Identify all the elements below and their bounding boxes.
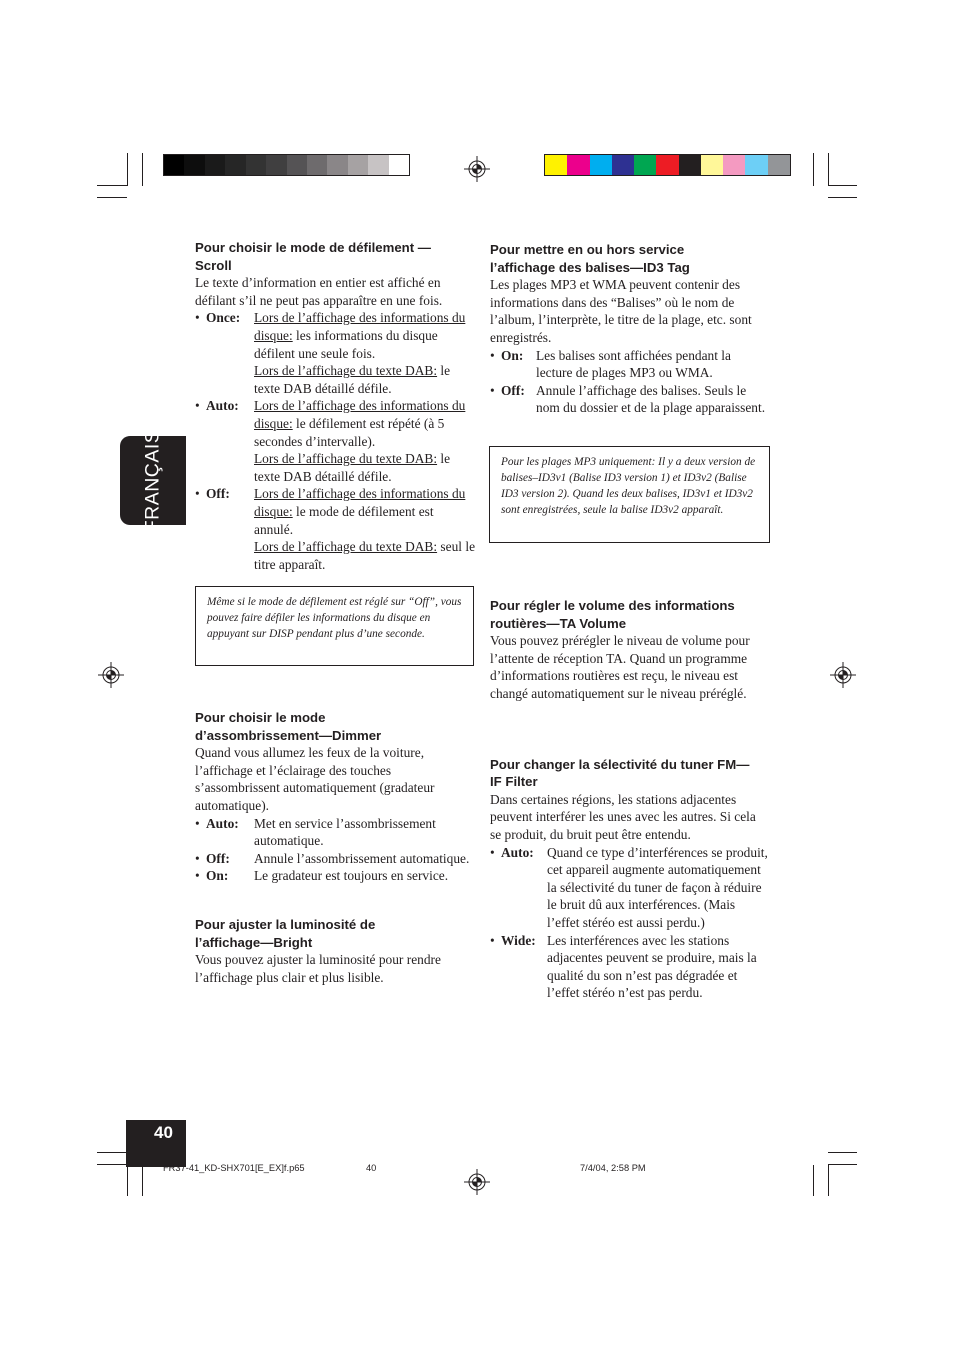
dab-display-label: Lors de l’affichage du texte DAB: — [254, 363, 438, 379]
option-label: Off — [501, 382, 521, 398]
left-column — [195, 239, 475, 573]
dimmer-section — [195, 709, 475, 885]
color-swatch — [679, 155, 701, 175]
bullet-icon: • — [490, 844, 495, 860]
dimmer-intro: Quand vous allumez les feux de la voiture, l’affichage et l’éclairage des touches s’assombrissent automatiquement (gradateur automatique). — [195, 745, 435, 813]
if-filter-intro: Dans certaines régions, les stations adjacentes peuvent interférer les unes avec les autres. Si cela se produit, du bruit peut être entendu. — [490, 791, 756, 842]
option-label: On — [501, 347, 519, 363]
id3-section — [490, 241, 770, 417]
bullet-icon: • — [195, 815, 200, 831]
bullet-icon: • — [490, 932, 495, 948]
bright-heading: Pour ajuster la luminosité de l’affichage—Bright — [195, 916, 376, 950]
if-filter-heading: Pour changer la sélectivité du tuner FM—IF Filter — [490, 756, 750, 790]
dimmer-option-off: • Off: Annule l’assombrissement automatique. — [195, 850, 475, 868]
option-text: Annule l’affichage des balises. Seuls le nom du dossier et de la plage apparaissent. — [536, 382, 766, 416]
if-filter-section — [490, 756, 770, 1002]
color-swatch — [768, 155, 790, 175]
ta-volume-section — [490, 597, 770, 703]
color-swatch — [266, 155, 286, 175]
disc-display-label: Lors de l’affichage des informations du disque: — [254, 398, 466, 431]
bullet-icon: • — [195, 398, 200, 414]
process-color-bar — [544, 154, 791, 176]
option-text: Annule l’assombrissement automatique. — [254, 850, 470, 866]
color-swatch — [389, 155, 409, 175]
option-text: Les balises sont affichées pendant la lecture de plages MP3 ou WMA. — [536, 347, 731, 381]
language-side-tab — [120, 429, 186, 532]
color-swatch — [634, 155, 656, 175]
registration-mark-icon — [464, 1169, 490, 1195]
scroll-option-off: • Off: Lors de l’affichage des informations du disque: le mode de défilement est annulé. Lors de l’affichage du texte DAB: seul le titre apparaît. — [195, 486, 476, 572]
footer-file-name: FR37-41_KD-SHX701[E_EX]f.p65 — [163, 1163, 305, 1173]
bullet-icon: • — [195, 310, 200, 326]
if-filter-option-wide: • Wide: Les interférences avec les stations adjacentes peuvent se produire, mais la qualité du son n’est pas dégradée et l’effet stéréo n’est pas perdu. — [490, 932, 770, 1002]
color-swatch — [164, 155, 184, 175]
color-swatch — [590, 155, 612, 175]
bullet-icon: • — [195, 486, 200, 502]
scroll-heading: Pour choisir le mode de défilement —Scroll — [195, 240, 431, 273]
color-swatch — [701, 155, 723, 175]
option-label: Off — [206, 486, 226, 502]
color-swatch — [307, 155, 327, 175]
id3-option-on: • On: Les balises sont affichées pendant la lecture de plages MP3 ou WMA. — [490, 347, 770, 382]
id3-note-box: Pour les plages MP3 uniquement: Il y a deux version de balises–ID3v1 (Balise ID3 version 1) et ID3v2 (Balise ID3 version 2). Quand les deux balises, ID3v1 et ID3v2 sont enregistrées, seule la balise ID3v2 apparaît. — [489, 446, 770, 543]
id3-intro: Les plages MP3 et WMA peuvent contenir des informations dans des “Balises” où le nom de l’album, l’interprète, le titre de la plage, etc. sont enregistrés. — [490, 277, 752, 345]
bullet-icon: • — [490, 347, 495, 363]
color-swatch — [246, 155, 266, 175]
right-column — [490, 241, 770, 417]
bullet-icon: • — [195, 868, 200, 884]
registration-mark-icon — [830, 662, 856, 688]
color-swatch — [205, 155, 225, 175]
grayscale-color-bar — [163, 154, 410, 176]
dab-display-text: le texte DAB détaillé défile. — [254, 451, 451, 484]
color-swatch — [225, 155, 245, 175]
bright-section — [195, 916, 475, 986]
color-swatch — [567, 155, 589, 175]
page-number: 40 — [126, 1120, 186, 1167]
scroll-note-box: Même si le mode de défilement est réglé sur “Off”, vous pouvez faire défiler les informations du disque en appuyant sur DISP pendant plus d’une seconde. — [195, 586, 474, 666]
option-label: Auto — [206, 815, 235, 831]
id3-option-off: • Off: Annule l’affichage des balises. Seuls le nom du dossier et de la plage apparaissent. — [490, 382, 770, 417]
bullet-icon: • — [195, 850, 200, 866]
color-swatch — [348, 155, 368, 175]
footer-date: 7/4/04, 2:58 PM — [580, 1163, 646, 1173]
option-label: Once — [206, 310, 236, 326]
dimmer-option-on: • On: Le gradateur est toujours en service. — [195, 867, 475, 885]
dab-display-label: Lors de l’affichage du texte DAB: — [254, 539, 438, 555]
dab-display-label: Lors de l’affichage du texte DAB: — [254, 451, 438, 467]
option-label: On — [206, 868, 224, 884]
dab-display-text: seul le titre apparaît. — [254, 539, 476, 572]
scroll-option-auto: • Auto: Lors de l’affichage des informations du disque: le défilement est répété (à 5 secondes d’intervalle). Lors de l’affichage du texte DAB: le texte DAB détaillé défile. — [195, 398, 466, 484]
color-swatch — [656, 155, 678, 175]
option-label: Auto — [206, 398, 235, 414]
disc-display-text: le défilement est répété (à 5 secondes d’intervalle). — [254, 415, 445, 449]
option-text: Les interférences avec les stations adjacentes peuvent se produire, mais la qualité du son n’est pas dégradée et l’effet stéréo n’est pas perdu. — [547, 932, 757, 1001]
registration-mark-icon — [464, 156, 490, 182]
if-filter-option-auto: • Auto: Quand ce type d’interférences se produit, cet appareil augmente automatiquement la sélectivité du tuner de façon à réduire le bruit dû aux interférences. (Mais l’effet stéréo est aussi perdu.) — [490, 844, 770, 932]
color-swatch — [184, 155, 204, 175]
left-column-lower — [195, 709, 475, 986]
language-label: FRANÇAIS — [141, 429, 164, 532]
scroll-intro: Le texte d’information en entier est affiché en défilant s’il ne peut pas apparaître en une fois. — [195, 275, 443, 308]
scroll-option-once: • Once: Lors de l’affichage des informations du disque: les informations du disque défilent une seule fois. Lors de l’affichage du texte DAB: le texte DAB détaillé défile. — [195, 310, 466, 396]
option-label: Off — [206, 850, 226, 866]
color-swatch — [287, 155, 307, 175]
disc-display-label: Lors de l’affichage des informations du disque: — [254, 310, 466, 343]
option-text: Le gradateur est toujours en service. — [254, 868, 449, 884]
ta-volume-text: Vous pouvez prérégler le niveau de volume pour l’attente de réception TA. Quand un programme d’informations routières est reçu, le niveau est changé automatiquement sur le niveau préréglé. — [490, 633, 750, 701]
right-column-lower — [490, 597, 770, 1002]
disc-display-label: Lors de l’affichage des informations du disque: — [254, 486, 466, 519]
disc-display-text: les informations du disque défilent une seule fois. — [254, 327, 438, 361]
dimmer-heading: Pour choisir le mode d’assombrissement—Dimmer — [195, 710, 382, 743]
option-label: Auto — [501, 844, 530, 860]
color-swatch — [723, 155, 745, 175]
ta-volume-heading: Pour régler le volume des informations routières—TA Volume — [490, 598, 735, 631]
option-label: Wide — [501, 932, 532, 948]
color-swatch — [545, 155, 567, 175]
color-swatch — [612, 155, 634, 175]
bullet-icon: • — [490, 382, 495, 398]
bright-text: Vous pouvez ajuster la luminosité pour rendre l’affichage plus clair et plus lisible. — [195, 952, 441, 985]
registration-mark-icon — [98, 662, 124, 688]
footer-page: 40 — [366, 1163, 377, 1173]
color-swatch — [368, 155, 388, 175]
id3-heading: Pour mettre en ou hors service l’affichage des balises—ID3 Tag — [490, 242, 690, 275]
color-swatch — [327, 155, 347, 175]
option-text: Quand ce type d’interférences se produit, cet appareil augmente automatiquement la sélectivité du tuner de façon à réduire le bruit dû aux interférences. (Mais l’effet stéréo est aussi perdu.) — [547, 844, 768, 930]
option-text: Met en service l’assombrissement automatique. — [254, 815, 436, 849]
color-swatch — [745, 155, 767, 175]
dab-display-text: le texte DAB détaillé défile. — [254, 363, 451, 396]
disc-display-text: le mode de défilement est annulé. — [254, 503, 434, 537]
dimmer-option-auto: • Auto: Met en service l’assombrissement automatique. — [195, 815, 475, 850]
scroll-section — [195, 239, 475, 573]
